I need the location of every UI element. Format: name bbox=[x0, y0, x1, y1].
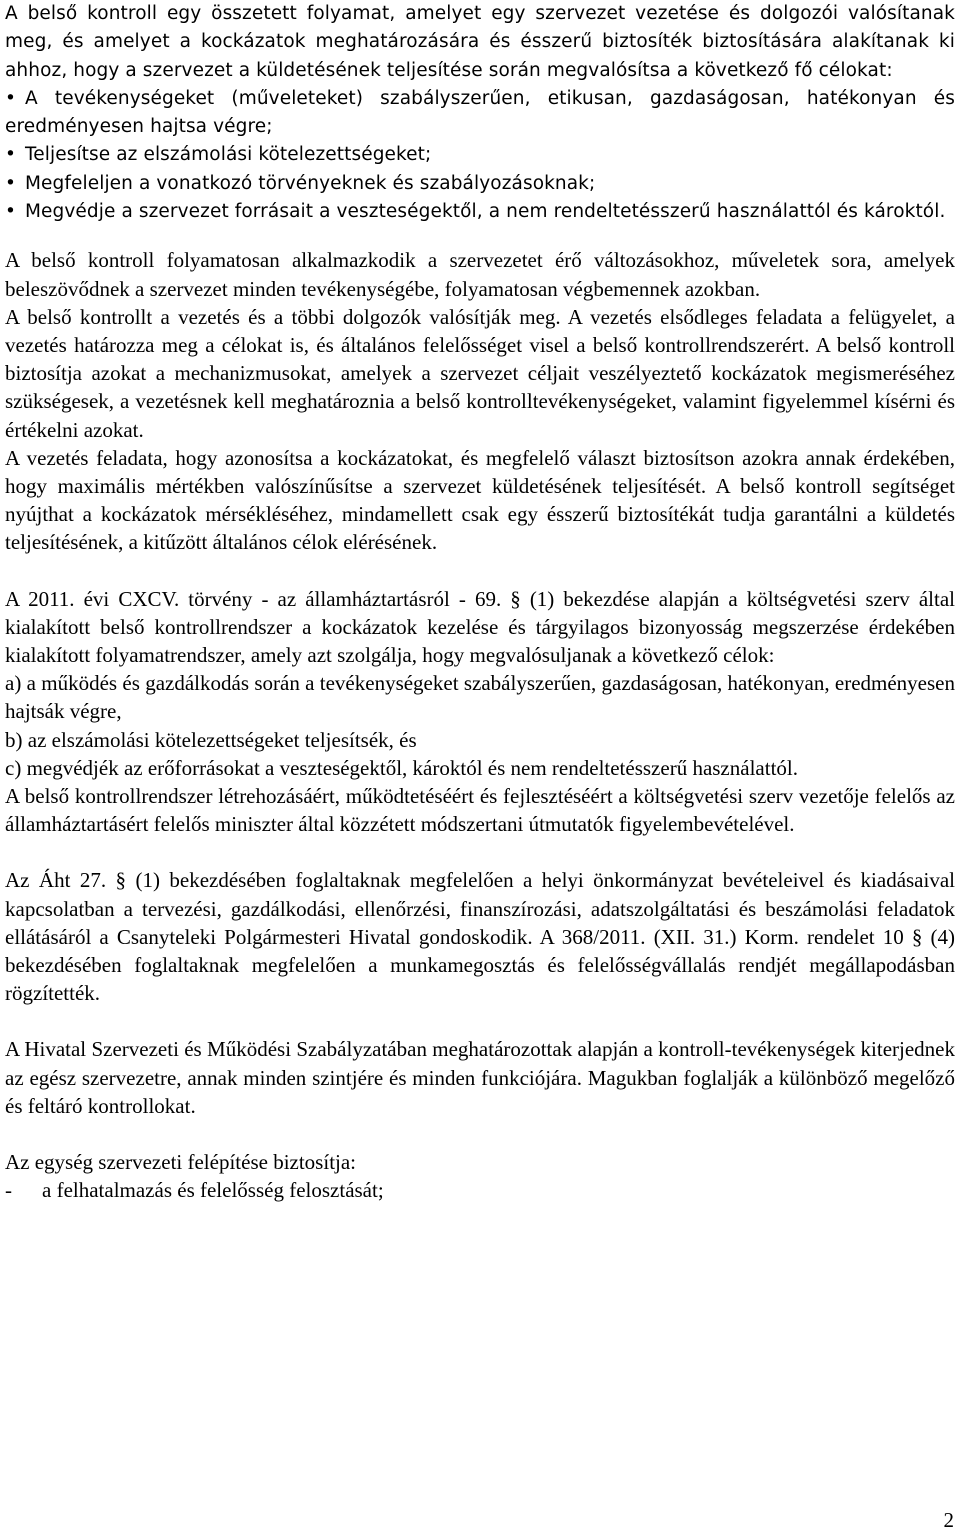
intro-section bbox=[5, 0, 955, 226]
paragraph-management: A belső kontrollt a vezetés és a többi dolgozók valósítják meg. A vezetés elsődleges feladata a felügyelet, a vezetés határozza meg a célokat is, és általános felelősséget visel a belső kontrollrendszerért. A belső kontroll biztosítja azokat a mechanizmusokat, amelyek a szervezet céljait veszélyeztető kockázatok megismeréséhez szükségesek, a vezetésnek kell meghatároznia a belső kontrolltevékenységeket, valamint figyelemmel kísérni és értékelni azokat. bbox=[5, 304, 955, 442]
list-item bbox=[5, 141, 955, 169]
list-item-text: Megvédje a szervezet forrásait a veszteségektől, a nem rendeltetésszerű használattól és károktól. bbox=[25, 201, 946, 223]
bullet-icon: • bbox=[5, 172, 17, 194]
list-item-text: Teljesítse az elszámolási kötelezettségeket; bbox=[25, 144, 432, 166]
dash-list-item bbox=[5, 1176, 955, 1204]
paragraph-adaptation: A belső kontroll folyamatosan alkalmazkodik a szervezetet érő változásokhoz, műveletek sora, amelyek beleszövődnek a szervezet minden tevékenységébe, folyamatosan végbemennek azokban. bbox=[5, 248, 955, 301]
bullet-icon: • bbox=[5, 201, 17, 223]
list-item bbox=[5, 170, 955, 198]
paragraph-risk: A vezetés feladata, hogy azonosítsa a kockázatokat, és megfelelő választ biztosítson azokra annak érdekében, hogy maximális mértékben valószínűsítse a szervezet küldetésének teljesítését. A belső kontroll segítséget nyújthat a kockázatok mérsékléséhez, mindamellett csak egy ésszerű biztosítékát tudja garantálni a küldetés teljesítésének, a kitűzött általános célok elérésének. bbox=[5, 445, 955, 555]
dash-list-item-text: a felhatalmazás és felelősség felosztását; bbox=[42, 1178, 384, 1203]
law-item-b: b) az elszámolási kötelezettségeket teljesítsék, és bbox=[5, 727, 417, 752]
law-item-c: c) megvédjék az erőforrásokat a veszteségektől, károktól és nem rendeltetésszerű használattól. bbox=[5, 755, 798, 780]
intro-paragraph: A belső kontroll egy összetett folyamat, amelyet egy szervezet vezetése és dolgozói valósítanak meg, és amelyet a kockázatok meghatározására és ésszerű biztosíték biztosítására alakítanak ki ahhoz, hogy a szervezet a küldetésének teljesítése során megvalósítsa a következő fő célokat: bbox=[5, 3, 955, 81]
paragraph-hivatal: A Hivatal Szervezeti és Működési Szabályzatában meghatározottak alapján a kontroll-tevékenységek kiterjednek az egész szervezetre, annak minden szintjére és minden funkciójára. Magukban foglalják a különböző megelőző és feltáró kontrollokat. bbox=[5, 1037, 955, 1118]
list-item bbox=[5, 85, 955, 142]
document-page bbox=[5, 0, 955, 1204]
paragraph-law: A 2011. évi CXCV. törvény - az államháztartásról ‑ 69. § (1) bekezdése alapján a költségvetési szerv által kialakított belső kontrollrendszer a kockázatok kezelése és tárgyilagos bizonyosság megszerzése érdekében kialakított folyamatrendszer, amely azt szolgálja, hogy megvalósuljanak a következő célok: bbox=[5, 586, 955, 668]
paragraph-responsibility: A belső kontrollrendszer létrehozásáért, működtetéséért és fejlesztéséért a költségvetési szerv vezetője felelős az államháztartásért felelős miniszter által közzétett módszertani útmutatók figyelembevételével. bbox=[5, 784, 955, 837]
paragraph-structure: Az egység szervezeti felépítése biztosítja: bbox=[5, 1150, 357, 1175]
page-number: 2 bbox=[943, 1508, 954, 1532]
list-item-text: A tevékenységeket (műveleteket) szabályszerűen, etikusan, gazdaságosan, hatékonyan és eredményesen hajtsa végre; bbox=[5, 87, 955, 138]
list-item-text: Megfeleljen a vonatkozó törvényeknek és szabályozásoknak; bbox=[25, 172, 596, 194]
law-item-a: a) a működés és gazdálkodás során a tevékenységeket szabályszerűen, gazdaságosan, hatékonyan, eredményesen hajtsák végre, bbox=[5, 671, 955, 724]
goal-list bbox=[5, 85, 955, 226]
paragraph-aht: Az Áht 27. § (1) bekezdésében foglaltaknak megfelelően a helyi önkormányzat bevételeivel és kiadásaival kapcsolatban a tervezési, gazdálkodási, ellenőrzési, finanszírozási, adatszolgáltatási és beszámolási feladatok ellátásáról a Csanyteleki Polgármesteri Hivatal gondoskodik. A 368/2011. (XII. 31.) Korm. rendelet 10 § (4) bekezdésében foglaltaknak megfelelően a munkamegosztás és felelősségvállalás rendjét megállapodásban rögzítették. bbox=[5, 868, 955, 1006]
bullet-icon: • bbox=[5, 144, 17, 166]
dash-marker: - bbox=[5, 1178, 12, 1203]
bullet-icon: • bbox=[5, 87, 17, 109]
main-section bbox=[5, 246, 955, 1204]
list-item bbox=[5, 198, 955, 226]
